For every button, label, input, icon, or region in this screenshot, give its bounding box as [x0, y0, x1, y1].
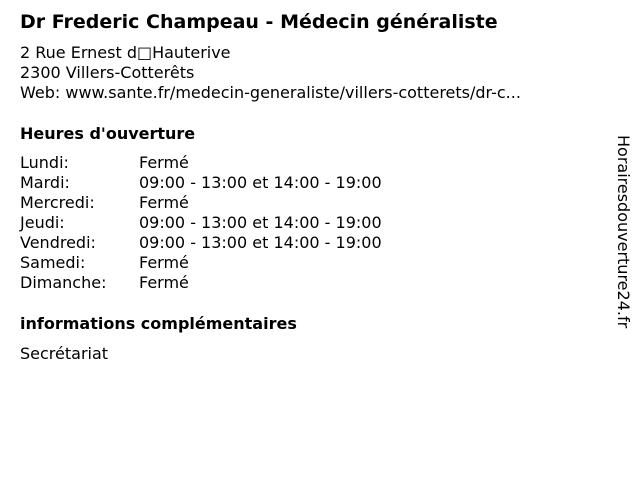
- time-value: Fermé: [139, 273, 189, 292]
- city-address: 2300 Villers-Cotterêts: [20, 63, 195, 82]
- time-value: Fermé: [139, 253, 189, 272]
- time-value: Fermé: [139, 153, 189, 172]
- hours-heading: Heures d'ouverture: [20, 124, 196, 143]
- time-value: 09:00 - 13:00 et 14:00 - 19:00: [139, 233, 382, 252]
- street-address: 2 Rue Ernest d□Hauterive: [20, 43, 231, 62]
- day-label: Vendredi:: [20, 233, 96, 252]
- day-label: Dimanche:: [20, 273, 107, 292]
- time-value: Fermé: [139, 193, 189, 212]
- info-heading: informations complémentaires: [20, 314, 297, 333]
- time-value: 09:00 - 13:00 et 14:00 - 19:00: [139, 173, 382, 192]
- address-block: [20, 43, 521, 103]
- site-watermark: Horairesdouverture24.fr: [614, 135, 633, 329]
- day-label: Mardi:: [20, 173, 70, 192]
- day-label: Samedi:: [20, 253, 86, 272]
- time-value: 09:00 - 13:00 et 14:00 - 19:00: [139, 213, 382, 232]
- day-label: Mercredi:: [20, 193, 95, 212]
- page-title: Dr Frederic Champeau - Médecin généraliste: [20, 11, 498, 33]
- day-label: Lundi:: [20, 153, 69, 172]
- info-text: Secrétariat: [20, 344, 109, 363]
- website-link[interactable]: Web: www.sante.fr/medecin-generaliste/villers-cotterets/dr-c...: [20, 83, 521, 102]
- day-label: Jeudi:: [20, 213, 65, 232]
